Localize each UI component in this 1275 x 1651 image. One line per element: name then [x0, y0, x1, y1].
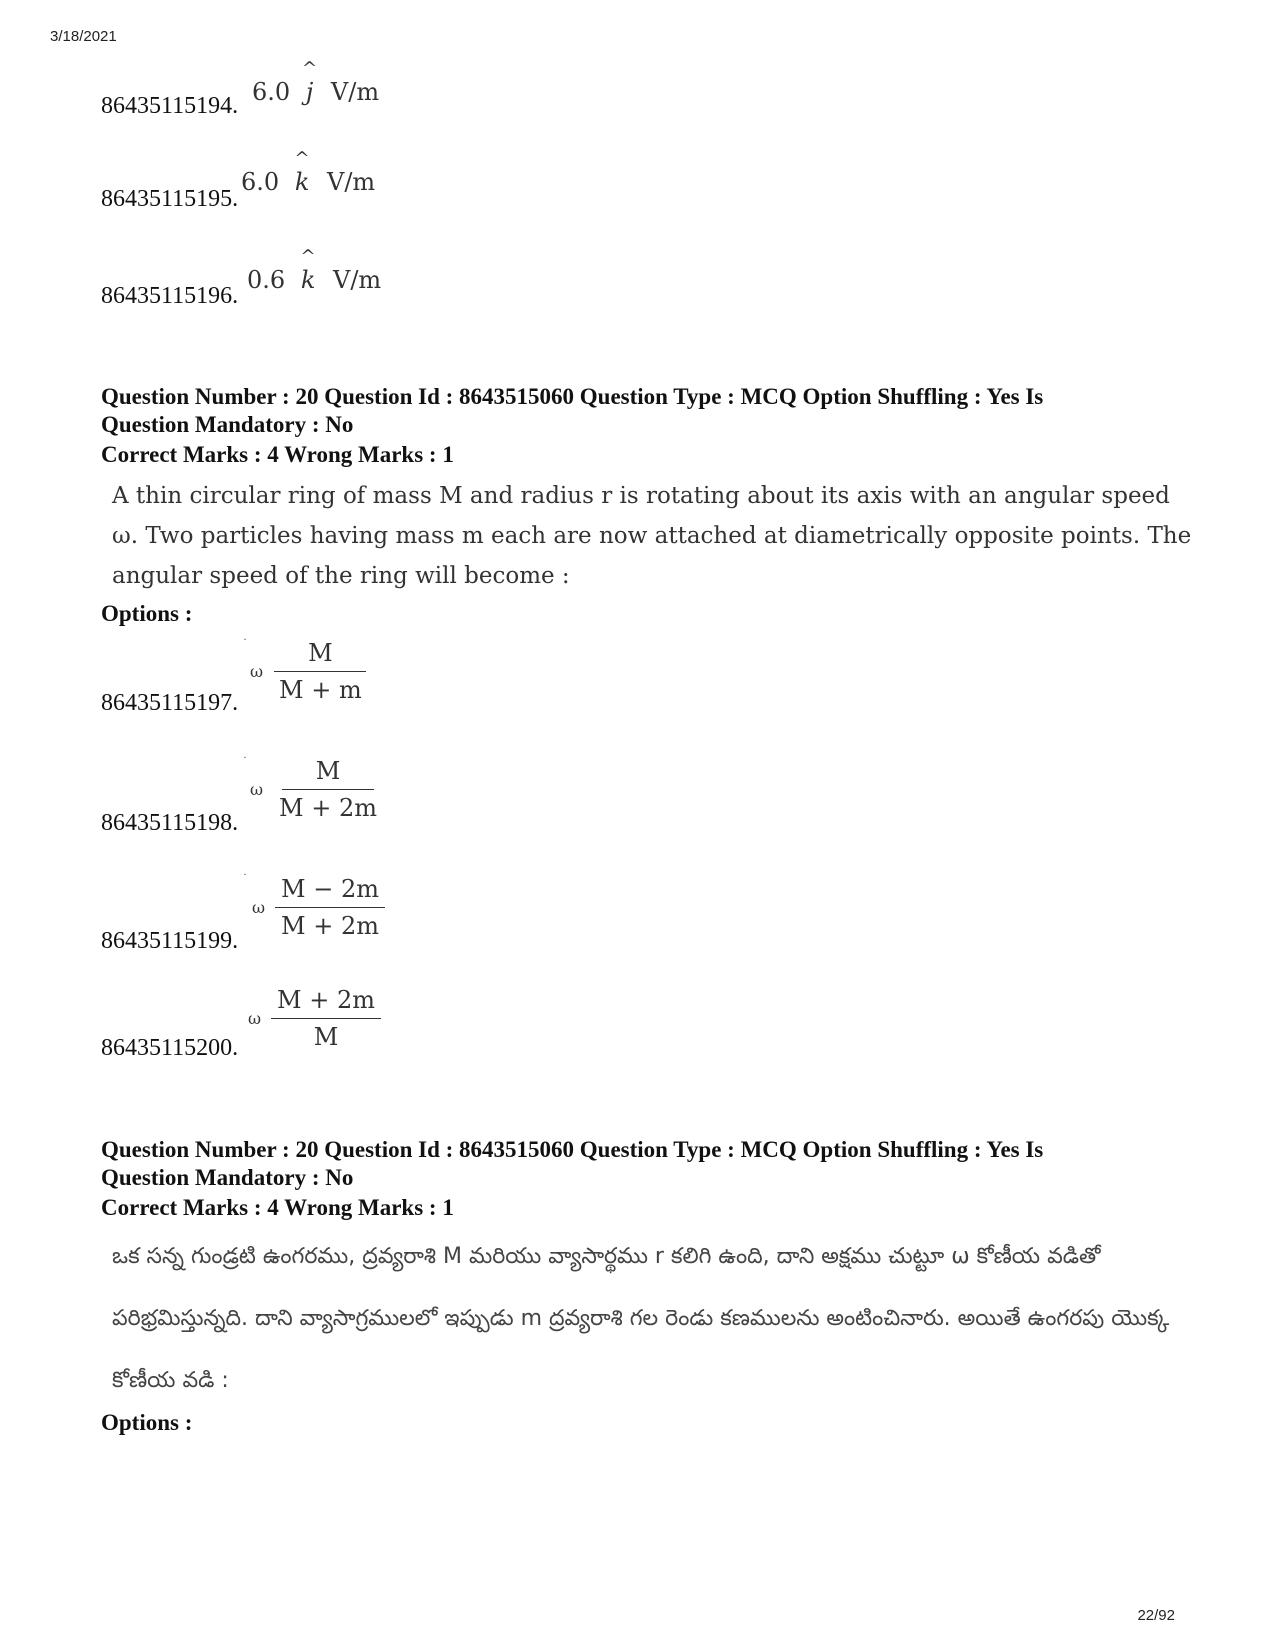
unit-vector: ^ k [294, 148, 310, 196]
fraction-denominator: M + 2m [279, 794, 378, 822]
option-id: 86435115197. [101, 690, 239, 716]
unit-vector: ^ k [300, 246, 316, 294]
option-dot-mark: · [243, 750, 247, 764]
option-dot-mark: · [243, 632, 247, 646]
question-meta-line: Question Mandatory : No [101, 1165, 354, 1190]
question-meta [101, 1136, 1043, 1192]
option-id: 86435115199. [101, 928, 239, 954]
fraction-numerator: M [282, 756, 374, 790]
option-unit: V/m [333, 266, 382, 294]
option-id: 86435115200. [101, 1035, 239, 1061]
option-magnitude: 6.0 [241, 168, 280, 196]
question-text: A thin circular ring of mass M and radius r is rotating about its axis with an angular speed ω. Two particles having mass m each are now attached at diametrically opposite points. The angular speed of the ring will become : [112, 483, 1192, 589]
hat-mark: ^ [301, 58, 318, 79]
option-formula [250, 756, 383, 823]
option-magnitude: 6.0 [252, 78, 291, 106]
fraction [275, 874, 385, 941]
option-dot-mark: · [243, 867, 247, 881]
fraction [273, 638, 368, 705]
question-meta-line: Question Number : 20 Question Id : 8643515060 Question Type : MCQ Option Shuffling : Yes Is [101, 1137, 1044, 1162]
question-marks: Correct Marks : 4 Wrong Marks : 1 [101, 1195, 454, 1220]
fraction-denominator: M + 2m [281, 912, 380, 940]
question-marks: Correct Marks : 4 Wrong Marks : 1 [101, 442, 454, 467]
option-vector-expression [247, 246, 382, 294]
fraction-numerator: M − 2m [275, 874, 385, 908]
question-meta-line: Question Mandatory : No [101, 412, 354, 437]
question-meta [101, 383, 1043, 439]
option-formula [248, 985, 381, 1052]
option-vector-expression [241, 148, 376, 196]
option-id: 86435115195. [101, 186, 239, 212]
fraction [273, 756, 383, 823]
option-unit: V/m [330, 78, 380, 106]
option-formula [250, 638, 368, 705]
hat-mark: ^ [294, 148, 310, 169]
option-unit: V/m [327, 168, 376, 196]
page-number: 22/92 [1137, 1607, 1175, 1624]
omega-symbol: ω [252, 898, 266, 917]
omega-symbol: ω [250, 780, 264, 799]
question-meta-line: Question Number : 20 Question Id : 8643515060 Question Type : MCQ Option Shuffling : Yes Is [101, 384, 1044, 409]
omega-symbol: ω [248, 1009, 262, 1028]
question-text-telugu: ఒక సన్న గుండ్రటి ఉంగరము, ద్రవ్యరాశి M మరియు వ్యాసార్థము r కలిగి ఉంది, దాని అక్షము చుట్టూ ω కోణీయ వడితో పరిభ్రమిస్తున్నది. దాని వ్యాసాగ్రములలో ఇప్పుడు m ద్రవ్యరాశి గల రెండు కణములను అంటించినారు. అయితే ఉంగరపు యొక్క కోణీయ వడి : [112, 1244, 1170, 1393]
option-formula [252, 874, 385, 941]
options-label: Options : [101, 601, 193, 626]
unit-vector: ^ j [301, 58, 318, 106]
hat-mark: ^ [300, 246, 316, 267]
option-magnitude: 0.6 [247, 266, 286, 294]
omega-symbol: ω [250, 662, 264, 681]
option-id: 86435115198. [101, 810, 239, 836]
print-date: 3/18/2021 [50, 28, 117, 45]
options-label: Options : [101, 1410, 193, 1435]
option-id: 86435115196. [101, 283, 239, 309]
option-id: 86435115194. [101, 93, 239, 119]
fraction [271, 985, 381, 1052]
fraction-numerator: M + 2m [271, 985, 381, 1019]
fraction-denominator: M [313, 1023, 339, 1051]
fraction-numerator: M [274, 638, 366, 672]
fraction-denominator: M + m [279, 676, 362, 704]
option-vector-expression [252, 58, 380, 106]
